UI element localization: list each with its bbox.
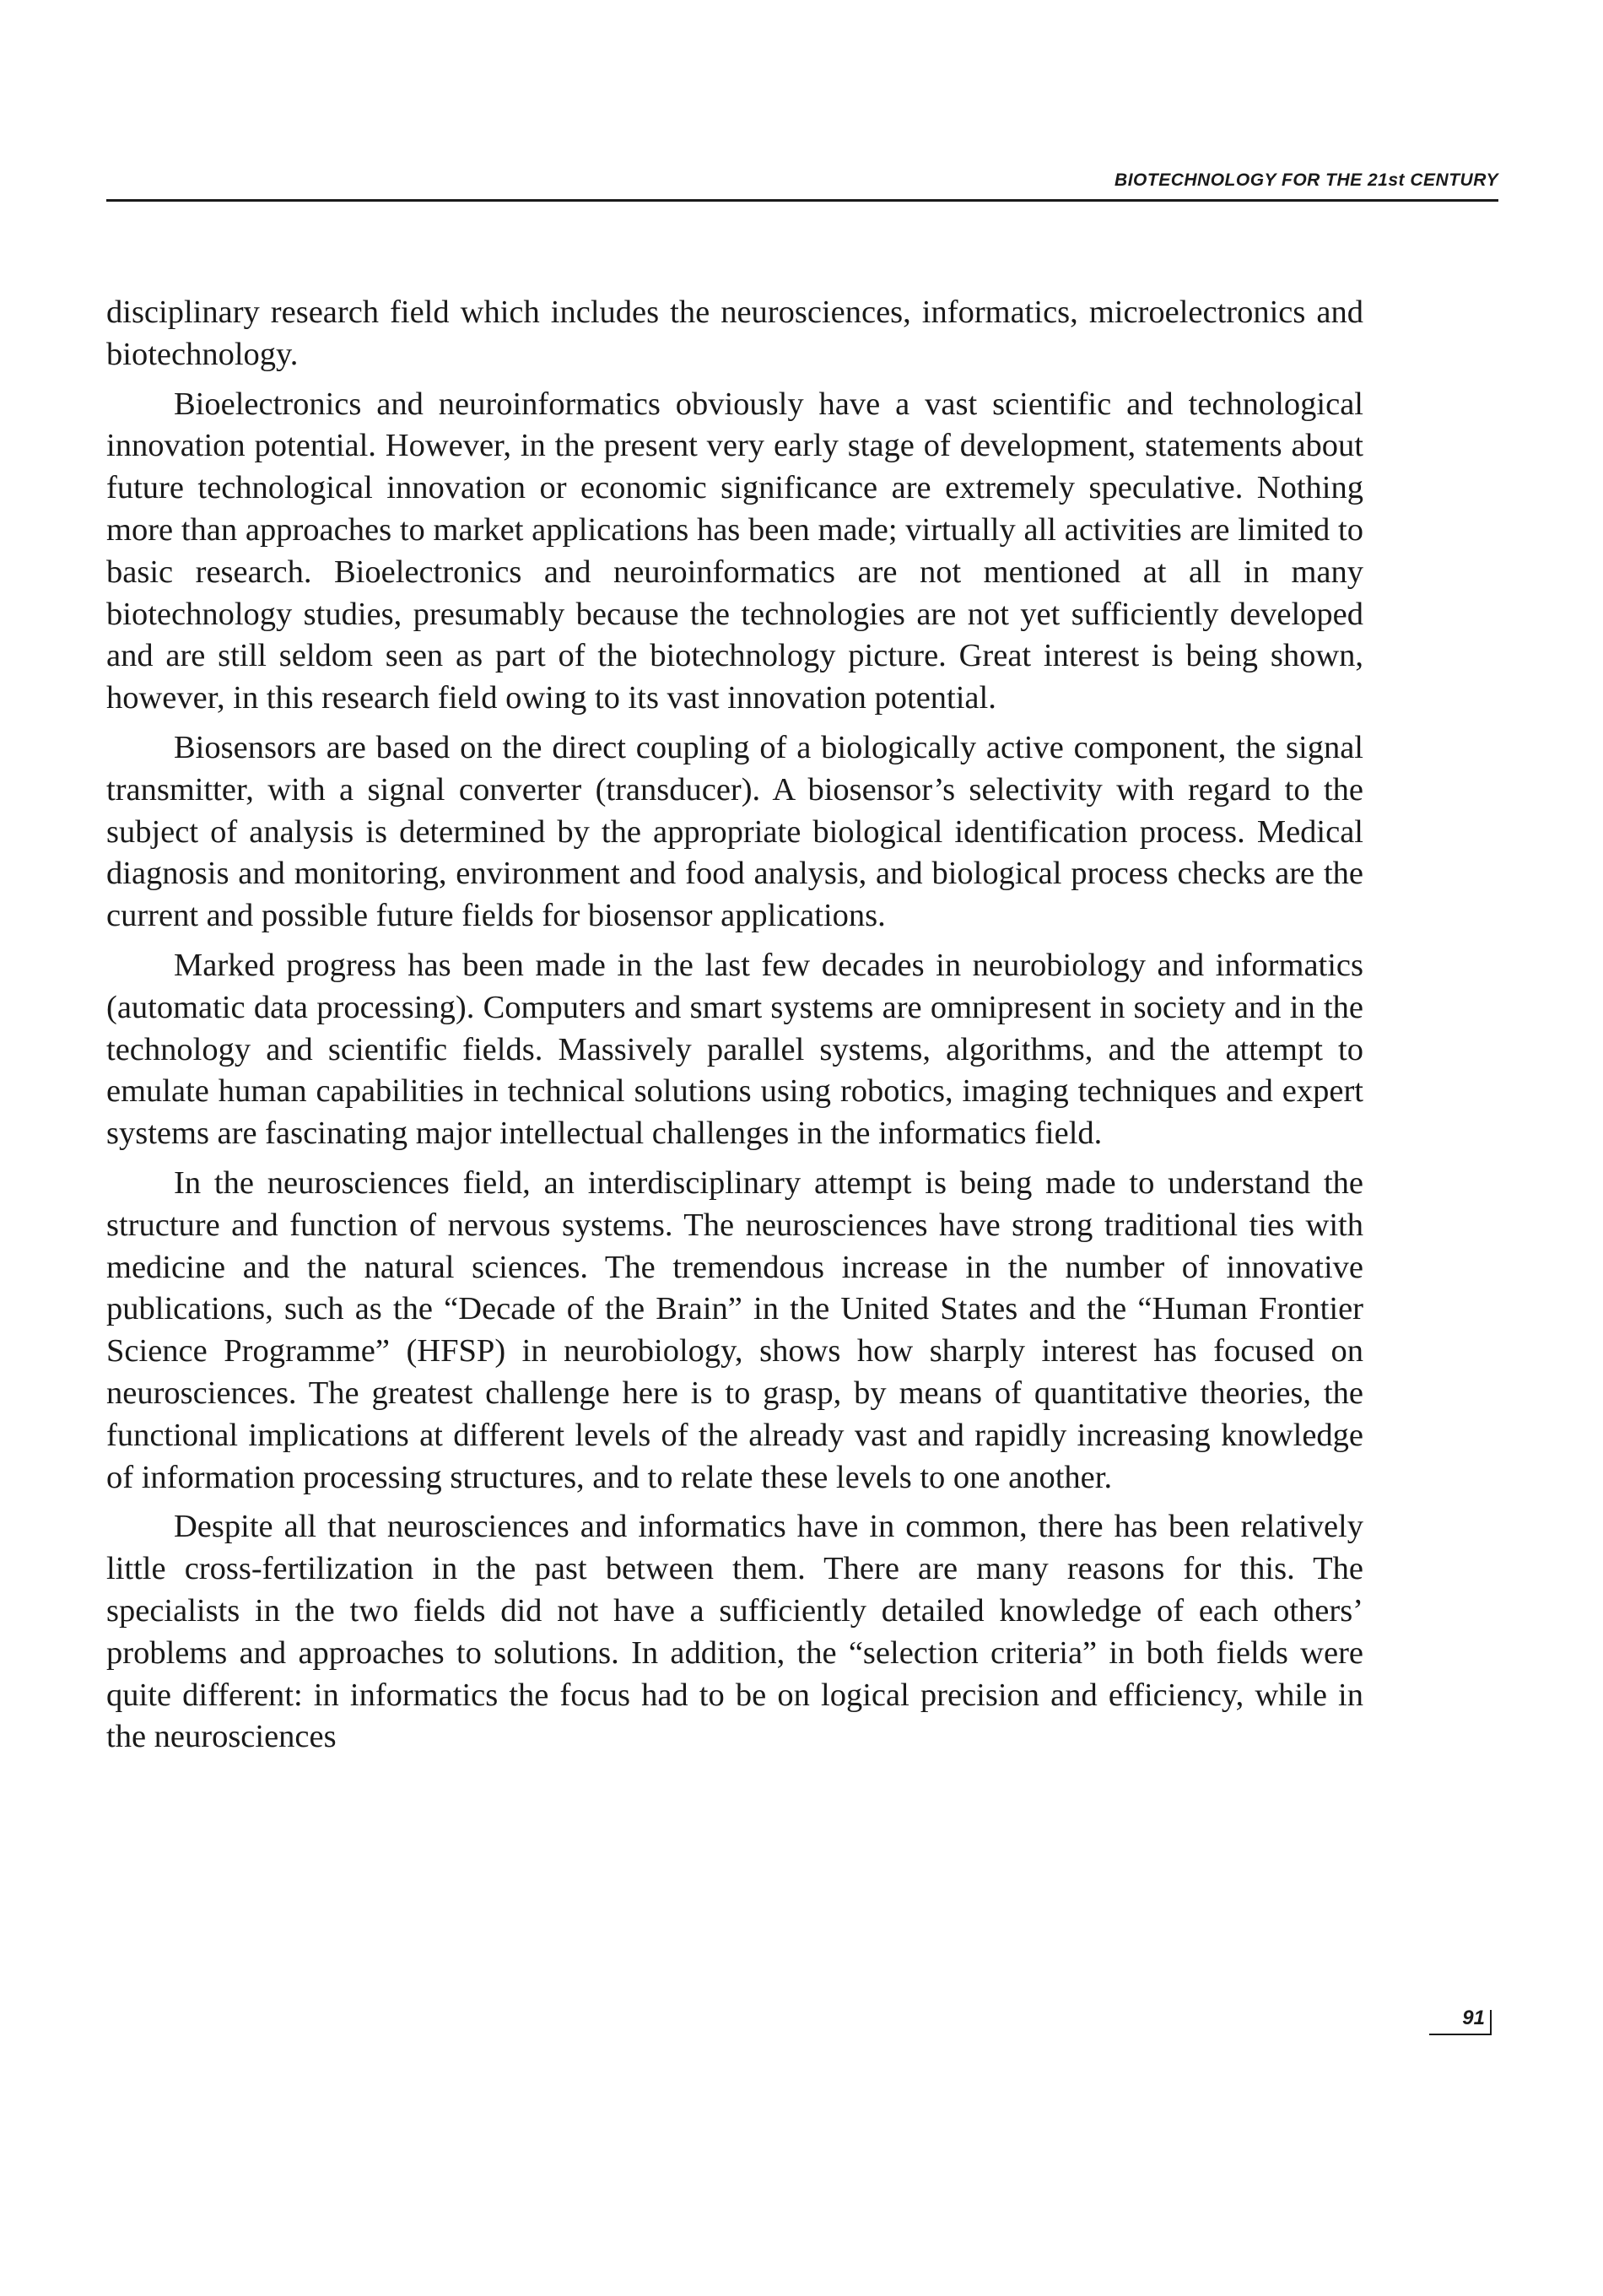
page-number-bar (1490, 2010, 1492, 2035)
paragraph-biosensors: Biosensors are based on the direct coupling of a biologically active component, the signal transmitter, with a signal converter (transducer). A biosensor’s selectivity with regard to the subject of analysis is determined by the appropriate biological identification process. Medical diagnosis and monitoring, environment and food analysis, and biological process checks are the current and possible future fields for biosensor applications. (106, 729, 1363, 934)
paragraph-neurosciences: In the neurosciences field, an interdisciplinary attempt is being made to understand the structure and function of nervous systems. The neurosciences have strong traditional ties with medicine and the natural sciences. The tremendous increase in the number of innovative publications, such as the “Decade of the Brain” in the United States and the “Human Frontier Science Programme” (HFSP) in neurobiology, shows how sharply interest has focused on neurosciences. The greatest challenge here is to grasp, by means of quantitative theories, the functional implications at different levels of the already vast and rapidly increasing knowledge of information processing structures, and to relate these levels to one another. (106, 1164, 1363, 1495)
paragraph-continued: disciplinary research field which includes the neurosciences, informatics, microelectronics and biotechnology. (106, 294, 1363, 372)
page-number: 91 (1462, 2007, 1485, 2029)
page-number-box (1429, 2003, 1498, 2037)
running-header (106, 169, 1498, 202)
paragraph-neurobiology-informatics: Marked progress has been made in the last few decades in neurobiology and informatics (automatic data processing). Computers and smart systems are omnipresent in society and in the technology and scientific fields. Massively parallel systems, algorithms, and the attempt to emulate human capabilities in technical solutions using robotics, imaging techniques and expert systems are fascinating major intellectual challenges in the informatics field. (106, 947, 1363, 1152)
paragraph-cross-fertilization: Despite all that neurosciences and informatics have in common, there has been relatively little cross-fertilization in the past between them. There are many reasons for this. The specialists in the two fields did not have a sufficiently detailed knowledge of each others’ problems and approaches to solutions. In addition, the “selection criteria” in both fields were quite different: in informatics the focus had to be on logical precision and efficiency, while in the neurosciences (106, 1509, 1363, 1755)
body-text (106, 292, 1363, 1766)
running-header-title: BIOTECHNOLOGY FOR THE 21st CENTURY (1115, 170, 1498, 190)
paragraph-bioelectronics: Bioelectronics and neuroinformatics obviously have a vast scientific and technological innovation potential. However, in the present very early stage of development, statements about future technological innovation or economic significance are extremely speculative. Nothing more than approaches to market applications has been made; virtually all activities are limited to basic research. Bioelectronics and neuroinformatics are not mentioned at all in many biotechnology studies, presumably because the technologies are not yet sufficiently developed and are still seldom seen as part of the biotechnology picture. Great interest is being shown, however, in this research field owing to its vast innovation potential. (106, 386, 1363, 716)
page-number-rule (1429, 2034, 1492, 2035)
